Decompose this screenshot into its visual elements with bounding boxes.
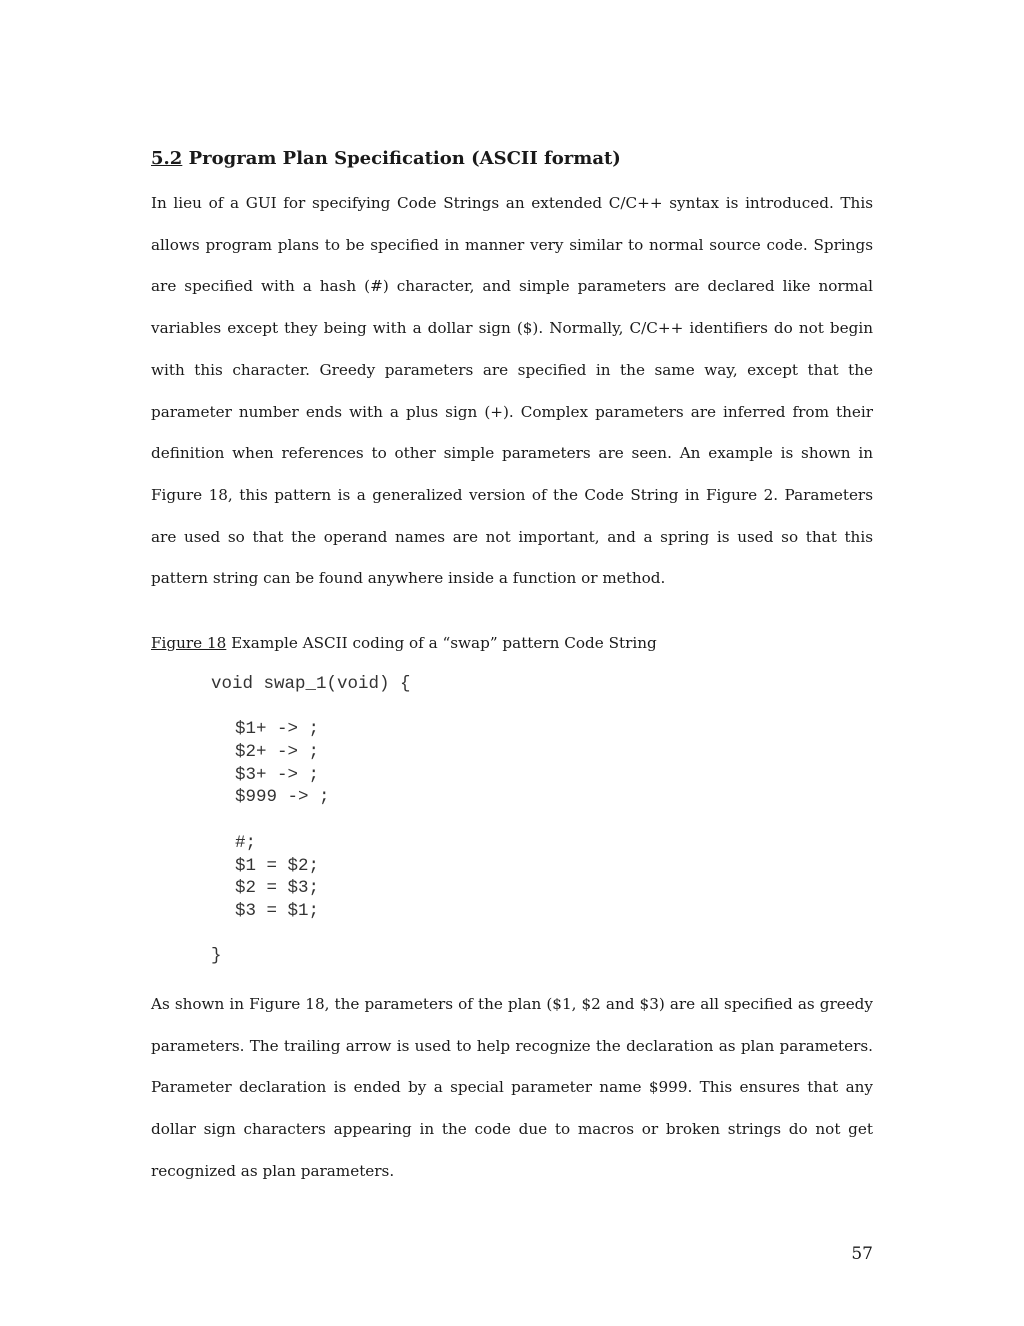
section-heading: [151, 145, 621, 173]
code-signature: void swap_1(void) {: [211, 674, 411, 694]
page-number: 57: [851, 1244, 873, 1264]
intro-paragraph: In lieu of a GUI for specifying Code Strings an extended C/C++ syntax is introduced. This allows program plans to be specified in manner very similar to normal source code. Springs are specified with a hash (#) character, and simple parameters are declared like normal variables except they being with a dollar sign ($). Normally, C/C++ identifiers do not begin with this character. Greedy parameters are specified in the same way, except that the parameter number ends with a plus sign (+). Complex parameters are inferred from their definition when references to other simple parameters are seen. An example is shown in Figure 18, this pattern is a generalized version of the Code String in Figure 2. Parameters are used so that the operand names are not important, and a spring is used so that this pattern string can be found anywhere inside a function or method.: [151, 194, 873, 588]
code-blank-line: [211, 696, 411, 719]
code-body-line: $2 = $3;: [235, 878, 320, 899]
code-blank-line: [211, 923, 411, 946]
code-body-line: $3 = $1;: [235, 900, 320, 921]
code-listing: [211, 673, 411, 968]
code-param-line: $2+ -> ;: [235, 742, 320, 763]
code-param-line: $3+ -> ;: [235, 764, 320, 785]
figure-caption-text: Example ASCII coding of a “swap” pattern Code String: [231, 634, 657, 652]
document-page: [151, 0, 873, 1326]
code-blank-line: [211, 809, 411, 832]
code-body-line: #;: [235, 832, 257, 853]
section-title: Program Plan Specification (ASCII format): [188, 148, 621, 169]
code-closing-brace: }: [211, 946, 222, 967]
code-param-line: $1+ -> ;: [235, 719, 320, 740]
figure-label: Figure 18: [151, 634, 227, 652]
code-body-line: $1 = $2;: [235, 855, 320, 876]
code-param-line: $999 -> ;: [235, 787, 330, 808]
explanation-paragraph: As shown in Figure 18, the parameters of the plan ($1, $2 and $3) are all specified as greedy parameters. The trailing arrow is used to help recognize the declaration as plan parameters. Parameter declaration is ended by a special parameter name $999. This ensures that any dollar sign characters appearing in the code due to macros or broken strings do not get recognized as plan parameters.: [151, 995, 873, 1180]
figure-caption: [151, 630, 657, 656]
section-number: 5.2: [151, 148, 183, 169]
